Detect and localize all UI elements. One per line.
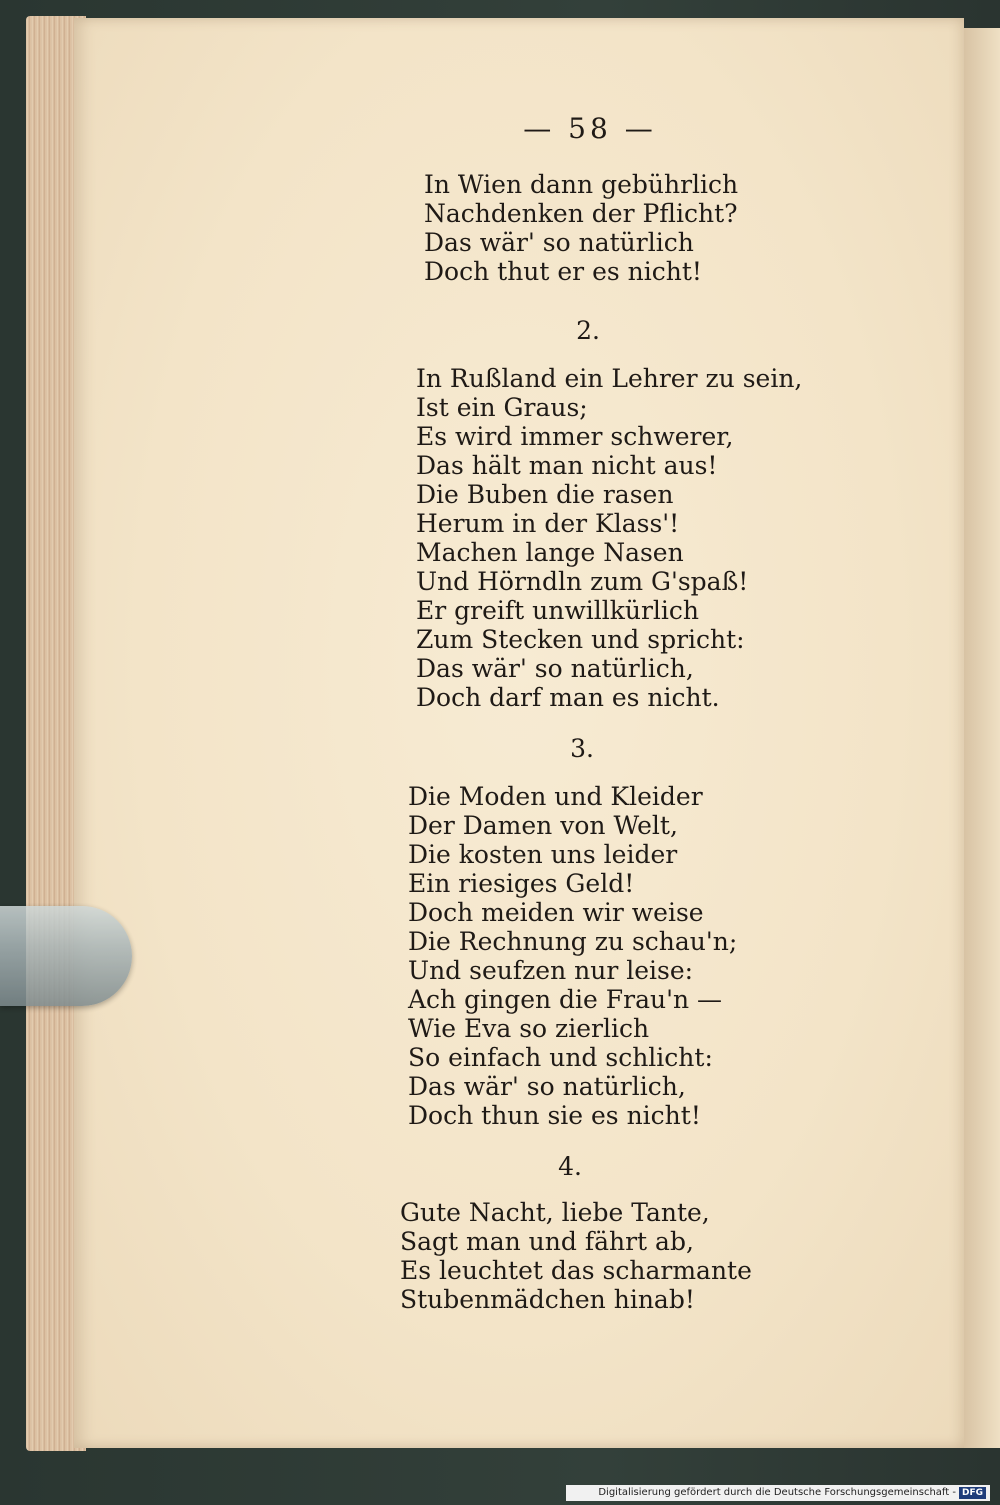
verse-line: Es wird immer schwerer,	[416, 422, 734, 451]
verse-line: Doch thut er es nicht!	[424, 257, 702, 286]
verse-line: In Rußland ein Lehrer zu sein,	[416, 364, 803, 393]
verse-line: Die Moden und Kleider	[408, 782, 703, 811]
stanza-number-3: 3.	[570, 734, 594, 763]
verse-line: Doch thun sie es nicht!	[408, 1101, 701, 1130]
stanza-2	[416, 364, 802, 712]
stanza-4	[400, 1198, 752, 1314]
verse-line: Wie Eva so zierlich	[408, 1014, 650, 1043]
verse-line: Gute Nacht, liebe Tante,	[400, 1198, 710, 1227]
stanza-number-2: 2.	[576, 316, 600, 345]
verse-line: Die kosten uns leider	[408, 840, 678, 869]
footer-text: Digitalisierung gefördert durch die Deutsche Forschungsgemeinschaft -	[598, 1487, 956, 1498]
digitization-footer	[566, 1485, 990, 1501]
verse-line: Und Hörndln zum G'spaß!	[416, 567, 749, 596]
verse-line: Ach gingen die Frau'n —	[408, 985, 723, 1014]
verse-line: Doch darf man es nicht.	[416, 683, 720, 712]
verse-line: Doch meiden wir weise	[408, 898, 704, 927]
verse-line: Herum in der Klass'!	[416, 509, 680, 538]
verse-line: Die Buben die rasen	[416, 480, 674, 509]
verse-line: Das wär' so natürlich,	[408, 1072, 686, 1101]
verse-line: Das wär' so natürlich,	[416, 654, 694, 683]
stanza-1	[424, 170, 738, 286]
verse-line: Ist ein Graus;	[416, 393, 588, 422]
verse-line: Das hält man nicht aus!	[416, 451, 718, 480]
verse-line: Sagt man und fährt ab,	[400, 1227, 694, 1256]
stanza-number-4: 4.	[558, 1152, 582, 1181]
verse-line: So einfach und schlicht:	[408, 1043, 713, 1072]
verse-line: Und seufzen nur leise:	[408, 956, 694, 985]
verse-line: Er greift unwillkürlich	[416, 596, 700, 625]
verse-line: In Wien dann gebührlich	[424, 170, 739, 199]
verse-line: Ein riesiges Geld!	[408, 869, 635, 898]
verse-line: Zum Stecken und spricht:	[416, 625, 745, 654]
stanza-3	[408, 782, 737, 1130]
verse-line: Stubenmädchen hinab!	[400, 1285, 695, 1314]
verse-line: Es leuchtet das scharmante	[400, 1256, 752, 1285]
verse-line: Der Damen von Welt,	[408, 811, 678, 840]
page-number: — 58 —	[523, 112, 657, 145]
verse-line: Die Rechnung zu schau'n;	[408, 927, 738, 956]
verse-line: Das wär' so natürlich	[424, 228, 694, 257]
verse-line: Machen lange Nasen	[416, 538, 684, 567]
verse-line: Nachdenken der Pflicht?	[424, 199, 738, 228]
dfg-logo: DFG	[959, 1487, 986, 1499]
